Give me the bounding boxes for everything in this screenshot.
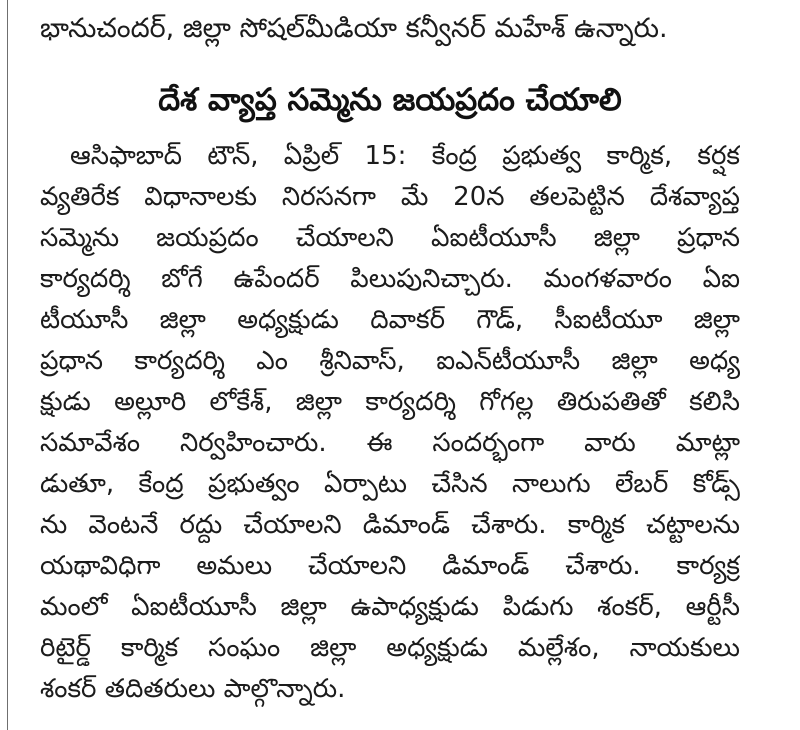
column-rule — [7, 0, 8, 730]
body-line: యథావిధిగా అమలు చేయాలని డిమాండ్ చేశారు. కార్యక్ర — [40, 551, 740, 581]
body-line: డుతూ, కేంద్ర ప్రభుత్వం ఏర్పాటు చేసిన నాలుగు లేబర్ కోడ్స్ — [40, 469, 740, 499]
body-line: రిటైర్డ్ కార్మిక సంఘం జిల్లా అధ్యక్షుడు మల్లేశం, నాయకులు — [40, 633, 740, 663]
body-line: ను వెంటనే రద్దు చేయాలని డిమాండ్ చేశారు. కార్మిక చట్టాలను — [40, 510, 740, 540]
body-line: టీయూసీ జిల్లా అధ్యక్షుడు దివాకర్ గౌడ్, సీఐటీయూ జిల్లా — [40, 305, 740, 335]
previous-paragraph-end: భానుచందర్, జిల్లా సోషల్‌మీడియా కన్వీనర్ మహేశ్ ఉన్నారు. — [40, 13, 668, 44]
article-body — [40, 136, 740, 710]
body-line: సమావేశం నిర్వహించారు. ఈ సందర్భంగా వారు మాట్లా — [40, 428, 740, 458]
article-headline: దేశ వ్యాప్త సమ్మెను జయప్రదం చేయాలి — [158, 82, 622, 118]
body-line: కార్యదర్శి బోగే ఉపేందర్ పిలుపునిచ్చారు. మంగళవారం ఏఐ — [40, 264, 740, 294]
body-line: శంకర్ తదితరులు పాల్గొన్నారు. — [40, 674, 346, 704]
body-line: ప్రధాన కార్యదర్శి ఎం శ్రీనివాస్, ఐఎన్‌టీయూసీ జిల్లా అధ్య — [40, 346, 740, 376]
body-line: మంలో ఏఐటీయూసీ జిల్లా ఉపాధ్యక్షుడు పిడుగు శంకర్, ఆర్టీసీ — [40, 592, 740, 622]
body-line: సమ్మెను జయప్రదం చేయాలని ఏఐటీయూసీ జిల్లా ప్రధాన — [40, 223, 740, 253]
body-line: క్షుడు అల్లూరి లోకేశ్, జిల్లా కార్యదర్శి గోగల్ల తిరుపతితో కలిసి — [40, 387, 740, 417]
body-line: వ్యతిరేక విధానాలకు నిరసనగా మే 20న తలపెట్టిన దేశవ్యాప్త — [40, 182, 740, 212]
page-margin — [760, 0, 800, 730]
body-line: ఆసిఫాబాద్ టౌన్, ఏప్రిల్ 15: కేంద్ర ప్రభుత్వ కార్మిక, కర్షక — [70, 141, 740, 171]
